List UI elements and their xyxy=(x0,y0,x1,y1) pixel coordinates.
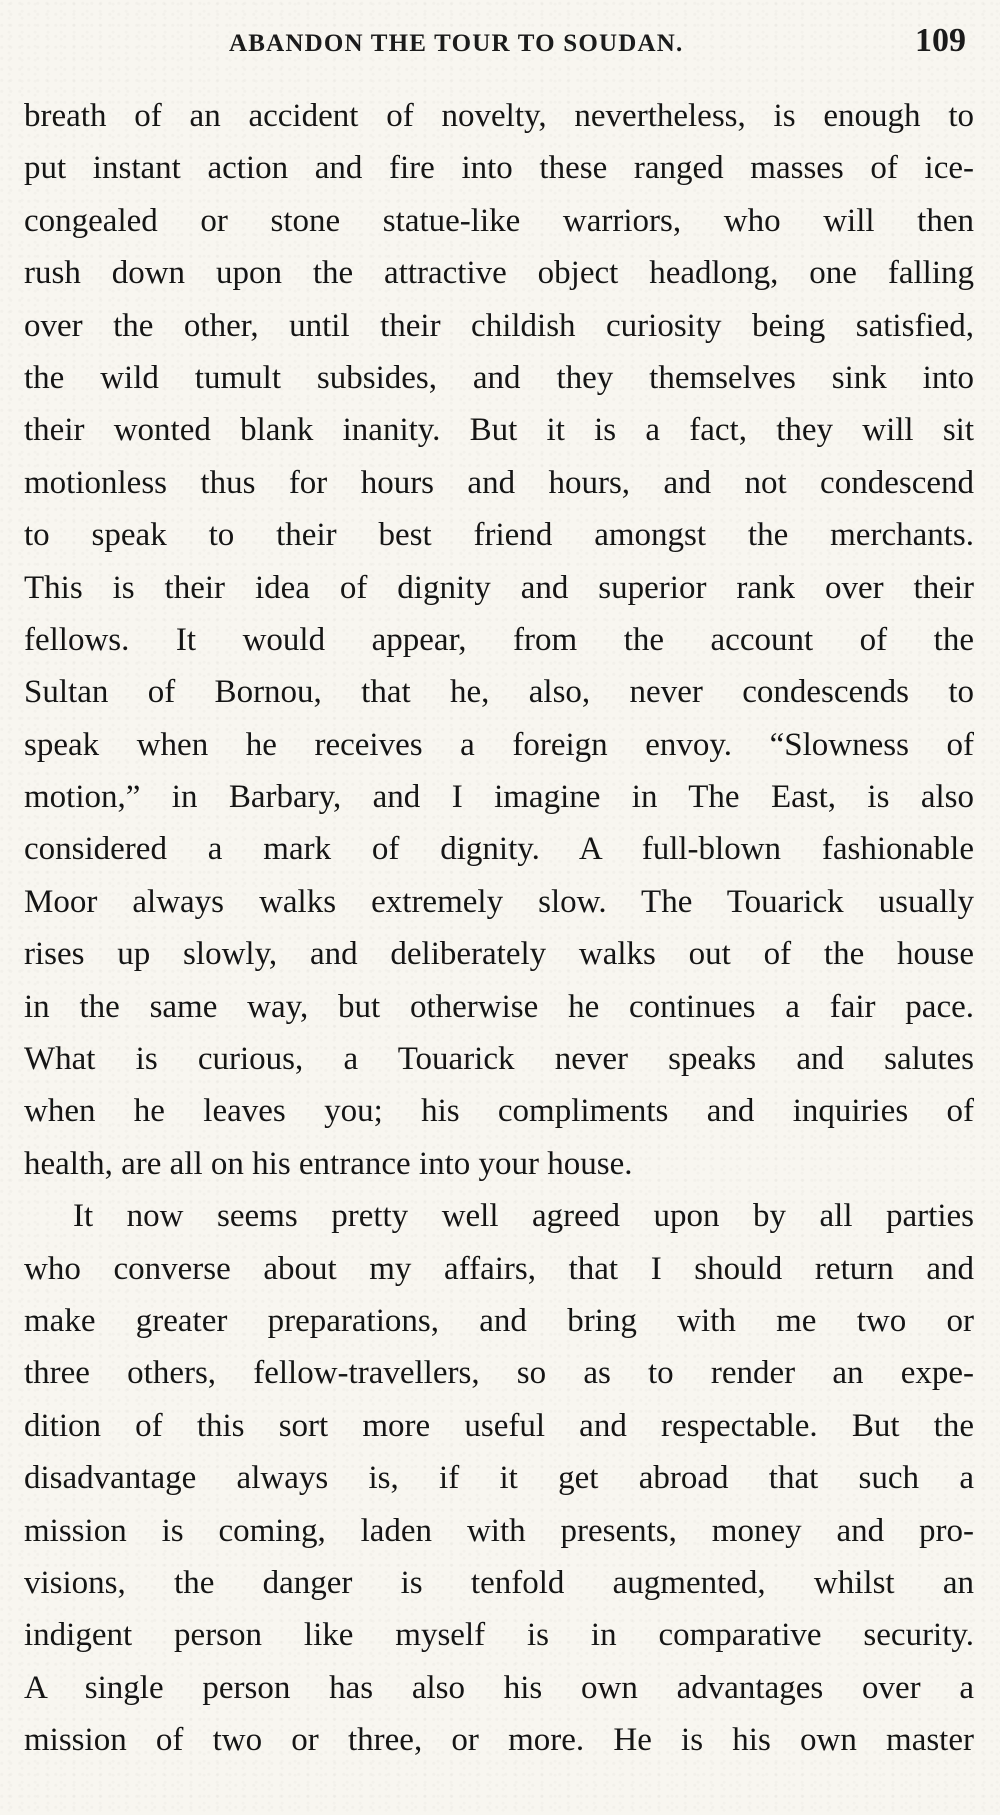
text-line: This is their idea of dignity and superior rank over their xyxy=(24,569,974,606)
text-line: visions, the danger is tenfold augmented, whilst an xyxy=(24,1564,974,1601)
text-line: speak when he receives a foreign envoy. “Slowness of xyxy=(24,726,974,763)
paragraph-1 xyxy=(24,90,974,1190)
text-line: A single person has also his own advantages over a xyxy=(24,1669,974,1706)
text-line: put instant action and fire into these ranged masses of ice- xyxy=(24,150,974,187)
page-number: 109 xyxy=(915,22,966,59)
text-line: rises up slowly, and deliberately walks out of the house xyxy=(24,936,974,973)
text-line: to speak to their best friend amongst the merchants. xyxy=(24,517,974,554)
text-line: fellows. It would appear, from the account of the xyxy=(24,621,974,658)
text-line: the wild tumult subsides, and they themselves sink into xyxy=(24,359,974,396)
text-line: congealed or stone statue-like warriors, who will then xyxy=(24,202,974,239)
running-header xyxy=(24,22,974,62)
text-line: disadvantage always is, if it get abroad that such a xyxy=(24,1460,974,1497)
text-line: mission of two or three, or more. He is his own master xyxy=(24,1722,974,1759)
text-line: Sultan of Bornou, that he, also, never condescends to xyxy=(24,674,974,711)
text-line: three others, fellow-travellers, so as to render an expe- xyxy=(24,1355,974,1392)
text-line: mission is coming, laden with presents, money and pro- xyxy=(24,1512,974,1549)
text-line: when he leaves you; his compliments and inquiries of xyxy=(24,1093,974,1130)
text-line: motionless thus for hours and hours, and not condescend xyxy=(24,464,974,501)
text-line: who converse about my affairs, that I should return and xyxy=(24,1250,974,1287)
text-line: What is curious, a Touarick never speaks and salutes xyxy=(24,1041,974,1078)
text-line: their wonted blank inanity. But it is a fact, they will sit xyxy=(24,412,974,449)
text-line: Moor always walks extremely slow. The Touarick usually xyxy=(24,883,974,920)
text-line: indigent person like myself is in comparative security. xyxy=(24,1617,974,1654)
running-title: ABANDON THE TOUR TO SOUDAN. xyxy=(229,30,684,57)
text-line: in the same way, but otherwise he continues a fair pace. xyxy=(24,988,974,1025)
text-line: motion,” in Barbary, and I imagine in The East, is also xyxy=(24,779,974,816)
text-line: health, are all on his entrance into your house. xyxy=(24,1145,633,1182)
text-line: dition of this sort more useful and respectable. But the xyxy=(24,1407,974,1444)
text-line: over the other, until their childish curiosity being satisfied, xyxy=(24,307,974,344)
text-line: considered a mark of dignity. A full-blown fashionable xyxy=(24,831,974,868)
text-line: make greater preparations, and bring with me two or xyxy=(24,1302,974,1339)
text-line: rush down upon the attractive object headlong, one falling xyxy=(24,255,974,292)
text-line: It now seems pretty well agreed upon by all parties xyxy=(73,1198,974,1235)
text-line: breath of an accident of novelty, nevertheless, is enough to xyxy=(24,98,974,134)
paragraph-2 xyxy=(24,1190,974,1766)
body-text xyxy=(24,90,974,1767)
